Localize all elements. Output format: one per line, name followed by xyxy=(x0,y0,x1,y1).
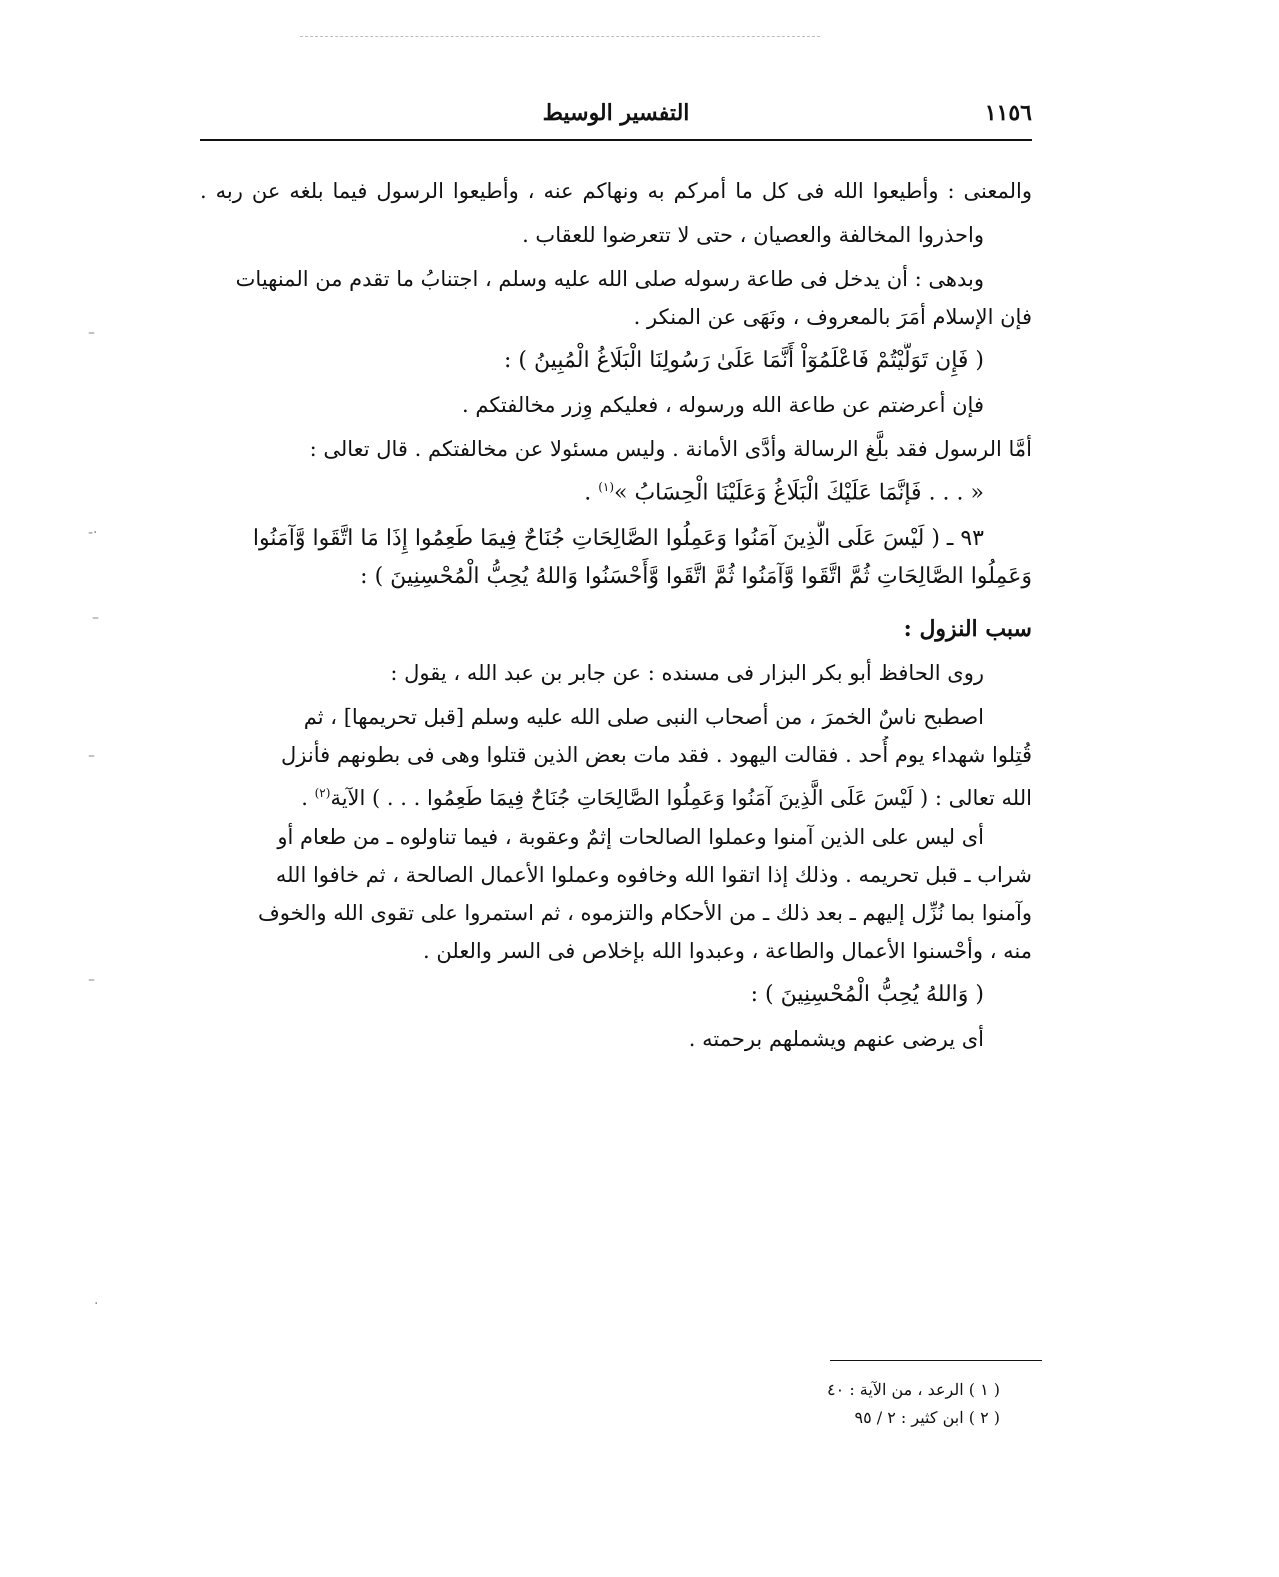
paragraph-line: روى الحافظ أبو بكر البزار فى مسنده : عن جابر بن عبد الله ، يقول : xyxy=(390,661,984,685)
scan-speck: – xyxy=(88,972,95,988)
paragraph-line: والمعنى : وأطيعوا الله فى كل ما أمركم به ونهاكم عنه ، وأطيعوا الرسول فيما بلغه عن ربه . xyxy=(200,179,1032,203)
paragraph-line: فإن الإسلام أمَرَ بالمعروف ، ونَهَى عن المنكر . xyxy=(633,305,1032,329)
paragraph-line: أى ليس على الذين آمنوا وعملوا الصالحات إثمٌ وعقوبة ، فيما تناولوه ـ من طعام أو xyxy=(277,825,984,849)
paragraph-line: فإن أعرضتم عن طاعة الله ورسوله ، فعليكم وِزر مخالفتكم . xyxy=(462,393,984,417)
footnote-2: ( ٢ ) ابن كثير : ٢ / ٩٥ xyxy=(854,1408,1000,1427)
page-number: ١١٥٦ xyxy=(984,100,1032,126)
header-rule xyxy=(200,139,1032,141)
paragraph-line: اصطبح ناسٌ الخمرَ ، من أصحاب النبى صلى الله عليه وسلم [قبل تحريمها] ، ثم xyxy=(303,705,984,729)
scan-speck: – xyxy=(88,325,95,341)
quran-quote xyxy=(200,468,1032,506)
scan-speck: -· xyxy=(88,525,98,541)
paragraph-line: وآمنوا بما نُزِّل إليهم ـ بعد ذلك ـ من الأحكام والتزموه ، ثم استمروا على تقوى الله والخوف xyxy=(258,901,1032,925)
scan-speck: – xyxy=(88,748,95,764)
paragraph-line: أى يرضى عنهم ويشملهم برحمته . xyxy=(688,1027,984,1051)
verse-93: ٩٣ ـ ( لَيْسَ عَلَى الَّذِينَ آمَنُوا وَعَمِلُوا الصَّالِحَاتِ جُنَاحٌ فِيمَا طَعِمُوا إِذَا مَا اتَّقَوا وَّآمَنُوا xyxy=(252,526,984,551)
quran-verse: ( فَإِن تَوَلَّيْتُمْ فَاعْلَمُوٓاْ أَنَّمَا عَلَىٰ رَسُولِنَا الْبَلَاغُ الْمُبِينُ ) : xyxy=(504,348,984,373)
footnote-rule xyxy=(830,1360,1042,1361)
footnote-ref: (١) xyxy=(598,480,615,494)
paragraph-line: قُتِلوا شهداء يوم أُحد . فقالت اليهود . فقد مات بعض الذين قتلوا وهى فى بطونهم فأنزل xyxy=(281,743,1032,767)
paragraph-end: . xyxy=(301,786,315,810)
page-header xyxy=(200,100,1032,136)
footnotes xyxy=(600,1376,1000,1432)
paragraph-line: أمَّا الرسول فقد بلَّغ الرسالة وأدَّى الأمانة . وليس مسئولا عن مخالفتكم . قال تعالى : xyxy=(309,437,1032,461)
scan-speck: – xyxy=(92,610,99,626)
footnote-1: ( ١ ) الرعد ، من الآية : ٤٠ xyxy=(827,1380,1000,1399)
quran-verse: ( وَاللهُ يُحِبُّ الْمُحْسِنِينَ ) : xyxy=(750,982,984,1007)
section-heading: سبب النزول : xyxy=(903,616,1032,642)
verse-93-continued: وَعَمِلُوا الصَّالِحَاتِ ثُمَّ اتَّقَوا وَّآمَنُوا ثُمَّ اتَّقَوا وَّأَحْسَنُوا وَاللهُ يُحِبُّ الْمُحْسِنِينَ ) : xyxy=(360,564,1032,589)
scan-speck: · xyxy=(94,1296,99,1312)
book-title: التفسير الوسيط xyxy=(542,100,690,126)
quote-end: . xyxy=(584,480,599,506)
footnote-ref: (٢) xyxy=(314,786,331,800)
paragraph-line: واحذروا المخالفة والعصيان ، حتى لا تتعرضوا للعقاب . xyxy=(522,223,984,247)
main-text xyxy=(200,172,1032,1058)
scan-edge-artifact xyxy=(300,36,820,37)
paragraph-line: شراب ـ قبل تحريمه . وذلك إذا اتقوا الله وخافوه وعملوا الأعمال الصالحة ، ثم خافوا الله xyxy=(275,863,1032,887)
paragraph-line xyxy=(200,774,1032,812)
quote-text: « . . . فَإِنَّمَا عَلَيْكَ الْبَلَاغُ وَعَلَيْنَا الْحِسَابُ » xyxy=(614,480,984,506)
paragraph-line: منه ، وأحْسنوا الأعمال والطاعة ، وعبدوا الله بإخلاص فى السر والعلن . xyxy=(423,939,1032,963)
paragraph-line: وبدهى : أن يدخل فى طاعة رسوله صلى الله عليه وسلم ، اجتنابُ ما تقدم من المنهيات xyxy=(235,267,984,291)
paragraph-text: الله تعالى : ( لَيْسَ عَلَى الَّذِينَ آمَنُوا وَعَمِلُوا الصَّالِحَاتِ جُنَاحٌ فِيمَا طَعِمُوا . . . ) الآية xyxy=(330,786,1032,810)
